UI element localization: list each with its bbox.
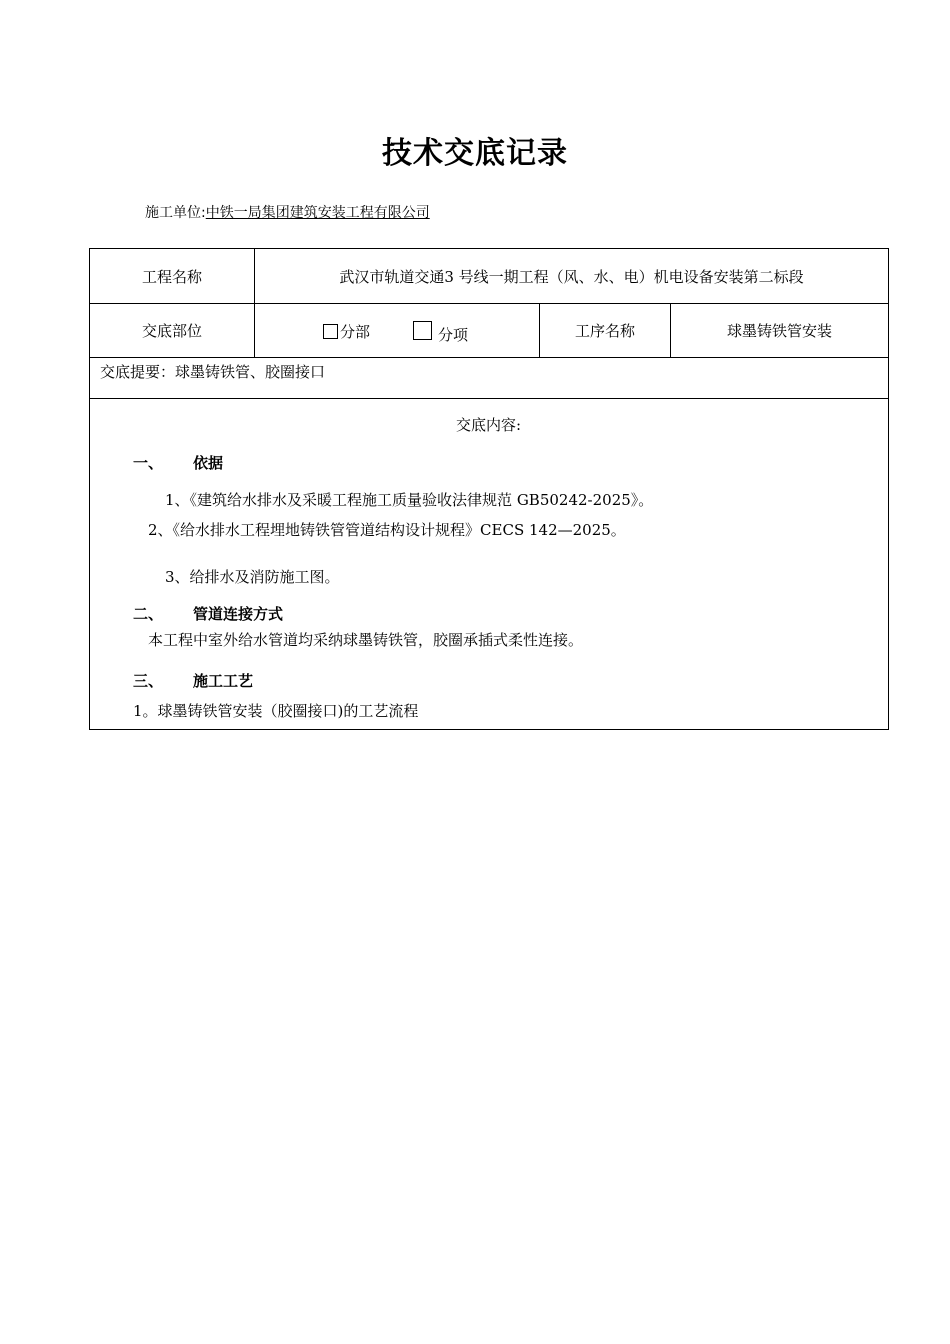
part-option-subsection[interactable]	[323, 321, 370, 342]
section-1-title: 依据	[193, 454, 224, 472]
section-3-title: 施工工艺	[193, 672, 254, 690]
construction-unit	[145, 202, 430, 222]
section-2-number: 二、	[133, 605, 164, 623]
construction-unit-label: 施工单位:	[145, 205, 206, 221]
content-heading: 交底内容:	[456, 416, 522, 434]
row-divider	[90, 398, 888, 399]
part-label: 交底部位	[141, 322, 202, 340]
part-option-2-label: 分项	[438, 326, 469, 344]
project-name-label: 工程名称	[141, 267, 202, 286]
checkbox-icon[interactable]	[413, 321, 432, 340]
section-1-number: 一、	[133, 454, 164, 472]
part-option-item[interactable]	[413, 321, 468, 345]
checkbox-icon[interactable]	[323, 324, 338, 339]
disclosure-table	[89, 248, 889, 730]
project-name-value: 武汉市轨道交通3 号线一期工程（风、水、电）机电设备安装第二标段	[339, 267, 804, 286]
disclosure-summary: 交底提要：球墨铸铁管、胶圈接口	[100, 363, 326, 381]
process-value: 球墨铸铁管安装	[726, 322, 832, 340]
process-label: 工序名称	[574, 322, 635, 340]
section-3-number: 三、	[133, 672, 164, 690]
construction-unit-value: 中铁一局集团建筑安装工程有限公司	[205, 205, 430, 221]
section-1-item-2: 2、《给水排水工程埋地铸铁管管道结构设计规程》CECS 142—2025。	[148, 521, 626, 539]
section-2-title: 管道连接方式	[193, 605, 284, 623]
section-2-body: 本工程中室外给水管道均采纳球墨铸铁管，胶圈承插式柔性连接。	[148, 631, 584, 649]
document-title: 技术交底记录	[382, 136, 568, 171]
row-divider	[90, 357, 888, 358]
section-1-item-1: 1、《建筑给水排水及采暖工程施工质量验收法律规范 GB50242-2025》。	[165, 491, 654, 509]
section-3-body: 1。球墨铸铁管安装（胶圈接口)的工艺流程	[133, 702, 419, 720]
part-option-1-label: 分部	[340, 323, 371, 341]
section-1-item-3: 3、给排水及消防施工图。	[165, 568, 340, 586]
